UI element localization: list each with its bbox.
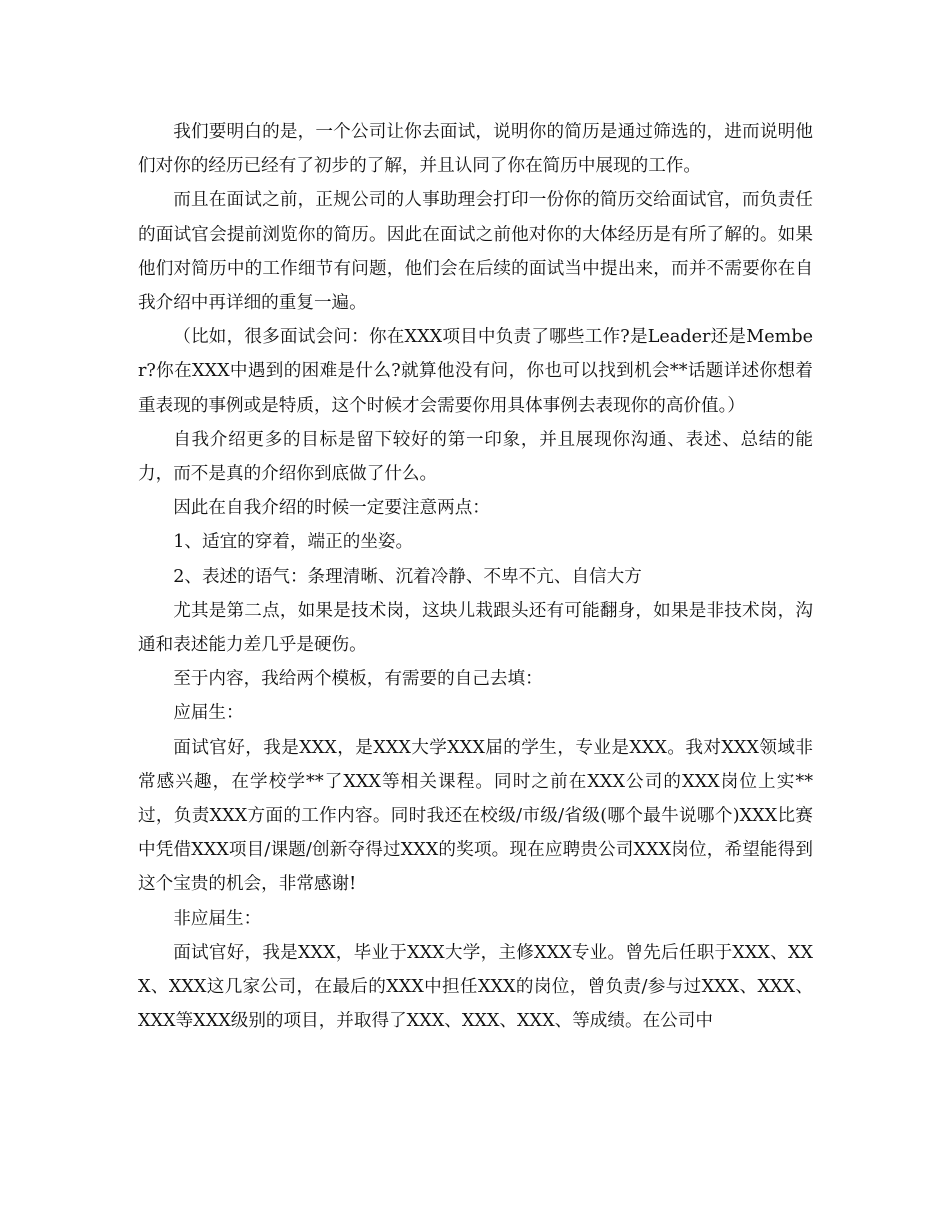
paragraph-resume-reviewed: 而且在面试之前，正规公司的人事助理会打印一份你的简历交给面试官，而负责任的面试官会提前浏览你的简历。因此在面试之前他对你的大体经历是有所了解的。如果他们对简历中的工作细节有问题，他们会在后续的面试当中提出来，而并不需要你在自我介绍中再详细的重复一遍。: [138, 190, 813, 314]
paragraph-templates-intro: 至于内容，我给两个模板，有需要的自己去填：: [173, 669, 543, 690]
list-item-point-2: 2、表述的语气：条理清晰、沉着冷静、不卑不亢、自信大方: [173, 566, 642, 587]
paragraph-fresh-graduate-template: 面试官好，我是XXX，是XXX大学XXX届的学生，专业是XXX。我对XXX领域非常感兴趣，在学校学**了XXX等相关课程。同时之前在XXX公司的XXX岗位上实**过，负责XXX方面的工作内容。同时我还在校级/市级/省级(哪个最牛说哪个)XXX比赛中凭借XXX项目/课题/创新夺得过XXX的奖项。现在应聘贵公司XXX岗位，希望能得到这个宝贵的机会，非常感谢!: [138, 737, 813, 895]
document-body: [138, 115, 813, 1038]
paragraph-example-questions: （比如，很多面试会问：你在XXX项目中负责了哪些工作?是Leader还是Member?你在XXX中遇到的困难是什么?就算他没有问，你也可以找到机会**话题详述你想着重表现的事例或是特质，这个时候才会需要你用具体事例去表现你的高价值。）: [138, 327, 813, 416]
paragraph-second-point-note: 尤其是第二点，如果是技术岗，这块儿栽跟头还有可能翻身，如果是非技术岗，沟通和表述能力差几乎是硬伤。: [138, 600, 813, 656]
heading-fresh-graduate: 应届生：: [173, 703, 244, 724]
heading-experienced: 非应届生：: [173, 908, 262, 929]
paragraph-self-intro-goal: 自我介绍更多的目标是留下较好的第一印象，并且展现你沟通、表述、总结的能力，而不是真的介绍你到底做了什么。: [138, 429, 813, 485]
paragraph-interview-purpose: 我们要明白的是，一个公司让你去面试，说明你的简历是通过筛选的，进而说明他们对你的经历已经有了初步的了解，并且认同了你在简历中展现的工作。: [138, 122, 813, 177]
paragraph-experienced-template: 面试官好，我是XXX，毕业于XXX大学，主修XXX专业。曾先后任职于XXX、XXX、XXX这几家公司，在最后的XXX中担任XXX的岗位，曾负责/参与过XXX、XXX、XXX等XXX级别的项目，并取得了XXX、XXX、XXX、等成绩。在公司中: [138, 942, 813, 1032]
list-item-point-1: 1、适宜的穿着，端正的坐姿。: [173, 532, 414, 553]
paragraph-two-points-heading: 因此在自我介绍的时候一定要注意两点：: [173, 498, 490, 519]
